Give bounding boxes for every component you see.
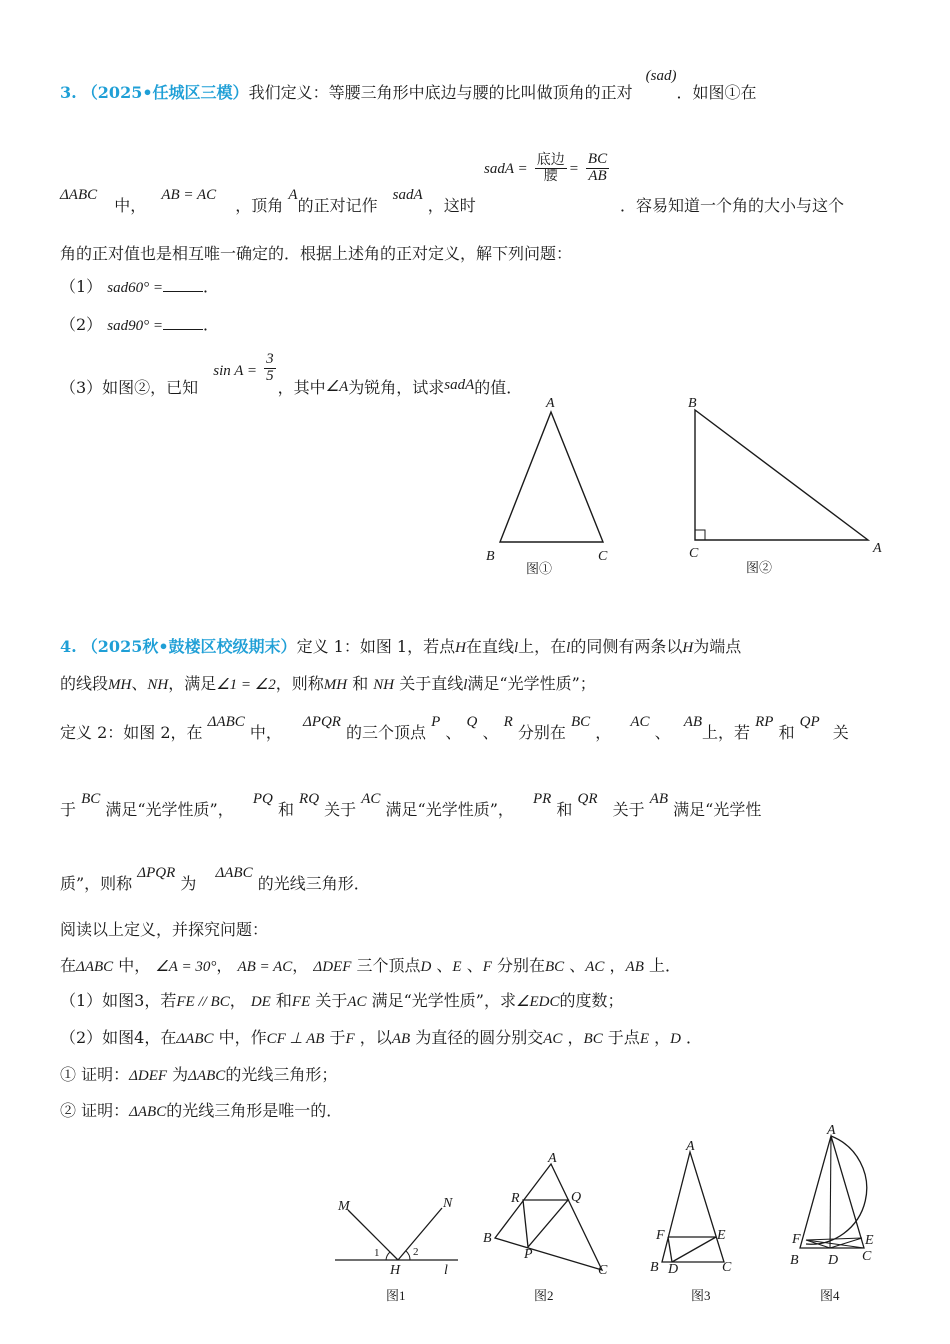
q4-comma6: ， — [567, 1028, 584, 1047]
q4-h2: H — [682, 640, 694, 656]
q4-line4 — [60, 791, 762, 820]
q3-ab-ac: AB = AC — [161, 187, 217, 203]
triangle-abc — [662, 1152, 724, 1262]
triangle-pqr — [523, 1200, 568, 1247]
q4-source: （2025秋•鼓楼区校级期末） — [81, 637, 297, 656]
q3-frac2-num: BC — [587, 151, 608, 167]
q4-cond-d: 上． — [648, 956, 681, 975]
q4-bc4: BC — [583, 1031, 603, 1047]
q4-bc3: BC — [544, 959, 565, 975]
q4-figure-3 — [648, 1138, 748, 1310]
q4-he3: 和 — [277, 800, 294, 819]
q4-anga30: ∠A = 30° — [155, 959, 217, 975]
q4-guanyu2: 关于 — [612, 800, 645, 819]
vertex-label-a: A — [548, 1151, 557, 1166]
q3-p3-den: 5 — [266, 367, 274, 384]
vertex-label-e: E — [865, 1233, 874, 1248]
q4-tabc6: ΔABC — [129, 1104, 167, 1120]
vertex-label-b: B — [483, 1231, 492, 1246]
q4-l2a: 的线段 — [60, 674, 109, 693]
q4-d1a: 定义 1：如图 1，若点 — [296, 637, 456, 656]
angle-label-2: 2 — [413, 1246, 419, 1258]
q4-line2 — [60, 671, 596, 694]
q3-p2-label: （2） — [60, 315, 103, 334]
q3-part3 — [60, 351, 523, 397]
q4-dun4: 、 — [436, 956, 453, 975]
q3-p1-math: sad60° = — [107, 280, 163, 296]
q4-dun: 、 — [131, 674, 148, 693]
q4-wei: 为 — [180, 874, 197, 893]
q3-p3-sin: sin A = — [213, 362, 258, 379]
q4-ab: AB — [683, 714, 703, 730]
q4-s1a: （1）如图3，若 — [60, 991, 177, 1010]
fig-caption-2: 图2 — [534, 1288, 554, 1303]
q4-guanyu: 关于 — [324, 800, 357, 819]
q3-tail1: ．容易知道一个角的大小与这个 — [620, 196, 845, 215]
q4-bc2: BC — [81, 791, 101, 807]
q4-l2c: ，则称 — [275, 674, 324, 693]
q4-f: F — [482, 959, 492, 975]
q4-d2a: 定义 2：如图 2，在 — [60, 723, 203, 742]
q4-c1c: 的光线三角形； — [225, 1065, 338, 1084]
q4-sub1 — [60, 988, 623, 1011]
q4-zhong: 中， — [249, 723, 282, 742]
vertex-label-a: A — [546, 396, 555, 411]
q4-s1b: 满足“光学性质”，求 — [371, 991, 516, 1010]
q4-claim2 — [60, 1098, 342, 1121]
q4-guangxian: 的光线三角形． — [257, 874, 370, 893]
segment-ad — [830, 1136, 831, 1248]
q3-tri: ΔABC — [60, 187, 98, 203]
q4-figure-1 — [330, 1190, 470, 1310]
q4-l2e: 满足“光学性质”； — [467, 674, 596, 693]
q4-comma7: ， — [654, 1028, 671, 1047]
fig-caption-3: 图3 — [691, 1288, 711, 1303]
q4-cond-b: 三个顶点 — [356, 956, 421, 975]
q3-frac2-den: AB — [588, 167, 607, 184]
q4-ac4: AC — [347, 994, 367, 1010]
vertex-label-f: F — [792, 1232, 801, 1247]
q3-line1 — [60, 68, 757, 103]
vertex-label-b: B — [650, 1260, 659, 1275]
q4-d2b: 的三个顶点 — [346, 723, 427, 742]
q4-ab2: AB — [649, 791, 669, 807]
q4-tabc3: ΔABC — [76, 959, 114, 975]
q3-frac-num: 底边 — [536, 152, 565, 169]
q3-intro: 我们定义：等腰三角形中底边与腰的比叫做顶角的正对 — [248, 83, 633, 102]
q3-line2 — [60, 187, 476, 216]
q4-l2b: ，满足 — [168, 674, 217, 693]
q4-read: 阅读以上定义，并探究问题： — [60, 920, 269, 939]
q3-p3-end: 的值． — [474, 377, 523, 397]
q4-s2c: 于 — [329, 1028, 346, 1047]
q3-source: （2025•任城区三模） — [81, 83, 249, 102]
q4-d2c: 分别在 — [517, 723, 566, 742]
q4-s2a: （2）如图4，在 — [60, 1028, 177, 1047]
vertex-label-a: A — [873, 541, 882, 556]
q3-fraction-sides — [586, 152, 609, 185]
q3-p3-angle: ∠A — [325, 378, 349, 395]
q4-number: 4. — [60, 637, 77, 656]
q4-fe: FE — [291, 994, 311, 1010]
q4-ac: AC — [630, 714, 650, 730]
q3-line3: 角的正对值也是相互唯一确定的．根据上述角的正对定义，解下列问题： — [60, 244, 573, 263]
q3-formula-lhs: sadA = — [484, 160, 528, 177]
q4-claim1 — [60, 1062, 337, 1085]
q4-s2g: ． — [686, 1028, 703, 1047]
vertex-label-b: B — [790, 1253, 799, 1268]
q4-manzu-b: 满足“光学性质”， — [385, 800, 514, 819]
q4-s2b: 中，作 — [218, 1028, 267, 1047]
point-label-h: H — [390, 1263, 401, 1278]
vertex-label-p: P — [524, 1247, 533, 1262]
right-triangle — [695, 410, 868, 540]
q4-s2d: ，以 — [359, 1028, 392, 1047]
q4-dun2: 、 — [482, 723, 499, 742]
q4-l3: l — [463, 677, 468, 693]
vertex-label-d: D — [828, 1253, 839, 1268]
fig-caption-4: 图4 — [820, 1288, 840, 1303]
q4-c2a: ② 证明： — [60, 1101, 130, 1120]
q4-line5 — [60, 865, 370, 894]
q4-s1c: 的度数； — [559, 991, 624, 1010]
q4-s2e: 为直径的圆分别交 — [415, 1028, 544, 1047]
q4-ab3: AB — [625, 959, 644, 975]
q4-tdef: ΔDEF — [313, 959, 352, 975]
q4-qp: QP — [799, 714, 820, 730]
angle-2-arc — [406, 1251, 410, 1260]
q4-d: D — [420, 959, 432, 975]
q3-zheshi: ，这时 — [427, 196, 476, 215]
q4-e2: E — [639, 1031, 649, 1047]
q3-p3-mid: ，其中 — [277, 377, 326, 397]
q3-p1-label: （1） — [60, 277, 103, 296]
vertex-label-b: B — [486, 549, 495, 564]
segment-nh — [398, 1208, 442, 1260]
segment-ed — [672, 1237, 716, 1262]
q4-pr: PR — [532, 791, 552, 807]
q3-p3-mid2: 为锐角，试求 — [348, 377, 445, 397]
q4-dun1: 、 — [445, 723, 462, 742]
q4-rp: RP — [755, 714, 774, 730]
q4-line3 — [60, 714, 849, 743]
q3-zhong: 中， — [114, 196, 147, 215]
q4-d1b: 在直线 — [465, 637, 514, 656]
q4-d2: D — [670, 1031, 681, 1047]
q4-d1d: 的同侧有两条以 — [570, 637, 683, 656]
q4-angedc: ∠EDC — [516, 994, 560, 1010]
q3-sadA: sadA — [392, 187, 423, 203]
q4-line1 — [60, 634, 741, 657]
q4-dun3: 、 — [654, 723, 671, 742]
angle-label-1: 1 — [374, 1247, 380, 1259]
vertex-label-c: C — [598, 1263, 608, 1278]
q3-p2-end: ． — [203, 315, 220, 334]
q4-figure-4 — [786, 1120, 896, 1310]
q4-comma2: ， — [216, 956, 233, 975]
q3-dingjiao: ，顶角 — [235, 196, 284, 215]
q3-p1-blank[interactable] — [163, 277, 203, 292]
vertex-label-q: Q — [571, 1190, 582, 1205]
q4-nh2: NH — [373, 677, 395, 693]
q3-sad-paren: (sad) — [645, 68, 677, 84]
fig-caption-1: 图1 — [386, 1288, 406, 1303]
vertex-label-f: F — [656, 1228, 665, 1243]
q4-dun6: 、 — [569, 956, 586, 975]
q3-p3-fraction — [264, 352, 276, 385]
q4-manzu: 满足“光学性质”， — [105, 800, 234, 819]
q4-cfab: CF ⊥ AB — [266, 1031, 325, 1047]
q3-eq: = — [568, 160, 579, 177]
vertex-label-c: C — [598, 549, 608, 564]
q4-sub2 — [60, 1025, 702, 1048]
vertex-label-c: C — [689, 546, 699, 561]
q4-tabc4: ΔABC — [176, 1031, 214, 1047]
q3-formula — [484, 152, 611, 185]
q3-p2-blank[interactable] — [163, 315, 203, 330]
q4-comma3: ， — [292, 956, 309, 975]
q4-c1b: 为 — [172, 1065, 189, 1084]
q4-he4: 和 — [556, 800, 573, 819]
vertex-label-a: A — [686, 1139, 695, 1154]
q4-figure-2 — [478, 1150, 618, 1310]
right-angle-mark — [695, 530, 705, 540]
q4-ang12: ∠1 = ∠2 — [216, 677, 276, 693]
q4-febc: FE // BC — [176, 994, 230, 1010]
q3-intro-tail: ．如图①在 — [676, 83, 757, 102]
fig2-caption: 图② — [746, 560, 773, 575]
q4-he: 和 — [352, 674, 369, 693]
q3-a: A — [288, 187, 298, 203]
q4-h: H — [455, 640, 466, 656]
vertex-label-c: C — [862, 1249, 872, 1264]
q4-f2: F — [345, 1031, 355, 1047]
q3-frac-den: 腰 — [543, 167, 558, 184]
angle-1-arc — [386, 1252, 390, 1260]
q4-he2: 和 — [778, 723, 795, 742]
q4-he5: 和 — [275, 991, 292, 1010]
q4-cond-c: 分别在 — [496, 956, 545, 975]
q4-zhi: 质”，则称 — [60, 874, 133, 893]
q3-p1-end: ． — [203, 277, 220, 296]
q4-manzu2: 满足“光学性 — [673, 800, 762, 819]
q4-ab4: AB — [391, 1031, 411, 1047]
q4-comma1: ， — [595, 723, 612, 742]
q4-l2: l — [566, 640, 571, 656]
q4-e: E — [452, 959, 462, 975]
fig1-caption: 图① — [526, 561, 553, 576]
q4-zhong2: 中， — [118, 956, 151, 975]
q4-guan: 关 — [832, 723, 849, 742]
vertex-label-d: D — [668, 1262, 679, 1277]
q4-condition — [60, 953, 681, 976]
segment-fd — [668, 1237, 672, 1262]
q4-cond-a: 在 — [60, 956, 77, 975]
q4-mh: MH — [108, 677, 132, 693]
q4-bc: BC — [570, 714, 591, 730]
q3-part1 — [60, 274, 219, 297]
q4-comma4: ， — [609, 956, 626, 975]
point-label-m: M — [338, 1199, 350, 1214]
q4-r: R — [503, 714, 513, 730]
q3-fraction-words — [535, 153, 567, 183]
q4-tabc: ΔABC — [207, 714, 245, 730]
q4-q: Q — [466, 714, 478, 730]
q4-tdef2: ΔDEF — [129, 1068, 168, 1084]
q4-guanyu3: 关于 — [315, 991, 348, 1010]
triangle-abc — [495, 1164, 602, 1270]
point-label-n: N — [443, 1196, 453, 1211]
q4-rq: RQ — [299, 791, 320, 807]
q4-ac3: AC — [585, 959, 605, 975]
q4-qr: QR — [577, 791, 598, 807]
q3-number: 3. — [60, 83, 77, 102]
q4-tpqr: ΔPQR — [302, 714, 341, 730]
q4-yu: 于 — [60, 800, 77, 819]
q4-nh: NH — [147, 677, 169, 693]
line-label-l: l — [444, 1263, 448, 1278]
q4-p: P — [431, 714, 441, 730]
isosceles-triangle — [500, 412, 603, 542]
q4-ac2: AC — [361, 791, 381, 807]
vertex-label-a: A — [827, 1123, 836, 1138]
vertex-label-e: E — [717, 1228, 726, 1243]
segment-mh — [348, 1210, 398, 1260]
vertex-label-r: R — [511, 1191, 520, 1206]
q3-figure-2 — [680, 392, 890, 582]
q4-de: DE — [250, 994, 271, 1010]
q4-tabc5: ΔABC — [188, 1068, 226, 1084]
q3-zhengdui: 的正对记作 — [297, 196, 378, 215]
q4-d1e: 为端点 — [693, 637, 742, 656]
q3-p3-num: 3 — [266, 351, 274, 367]
q3-p3-sad: sadA — [444, 376, 475, 393]
q4-tpqr2: ΔPQR — [137, 865, 176, 881]
q4-s2f: 于点 — [607, 1028, 640, 1047]
q4-comma5: ， — [229, 991, 246, 1010]
q4-d1c: 上，在 — [518, 637, 567, 656]
q4-tabc2: ΔABC — [215, 865, 253, 881]
q3-p2-math: sad90° = — [107, 318, 163, 334]
q3-p3-label: （3）如图②，已知 — [60, 377, 199, 397]
q4-abac: AB = AC — [237, 959, 293, 975]
q3-figure-1 — [480, 392, 630, 582]
q4-ac5: AC — [543, 1031, 563, 1047]
vertex-label-c: C — [722, 1260, 732, 1275]
q4-dun5: 、 — [466, 956, 483, 975]
q4-d2d: 上，若 — [702, 723, 751, 742]
q4-mh2: MH — [323, 677, 348, 693]
vertex-label-b: B — [688, 396, 697, 411]
q4-c2b: 的光线三角形是唯一的． — [166, 1101, 343, 1120]
q4-c1a: ① 证明： — [60, 1065, 130, 1084]
q3-part2 — [60, 312, 219, 335]
q4-l2d: 关于直线 — [399, 674, 464, 693]
q4-l: l — [513, 640, 519, 656]
q4-pq: PQ — [252, 791, 273, 807]
